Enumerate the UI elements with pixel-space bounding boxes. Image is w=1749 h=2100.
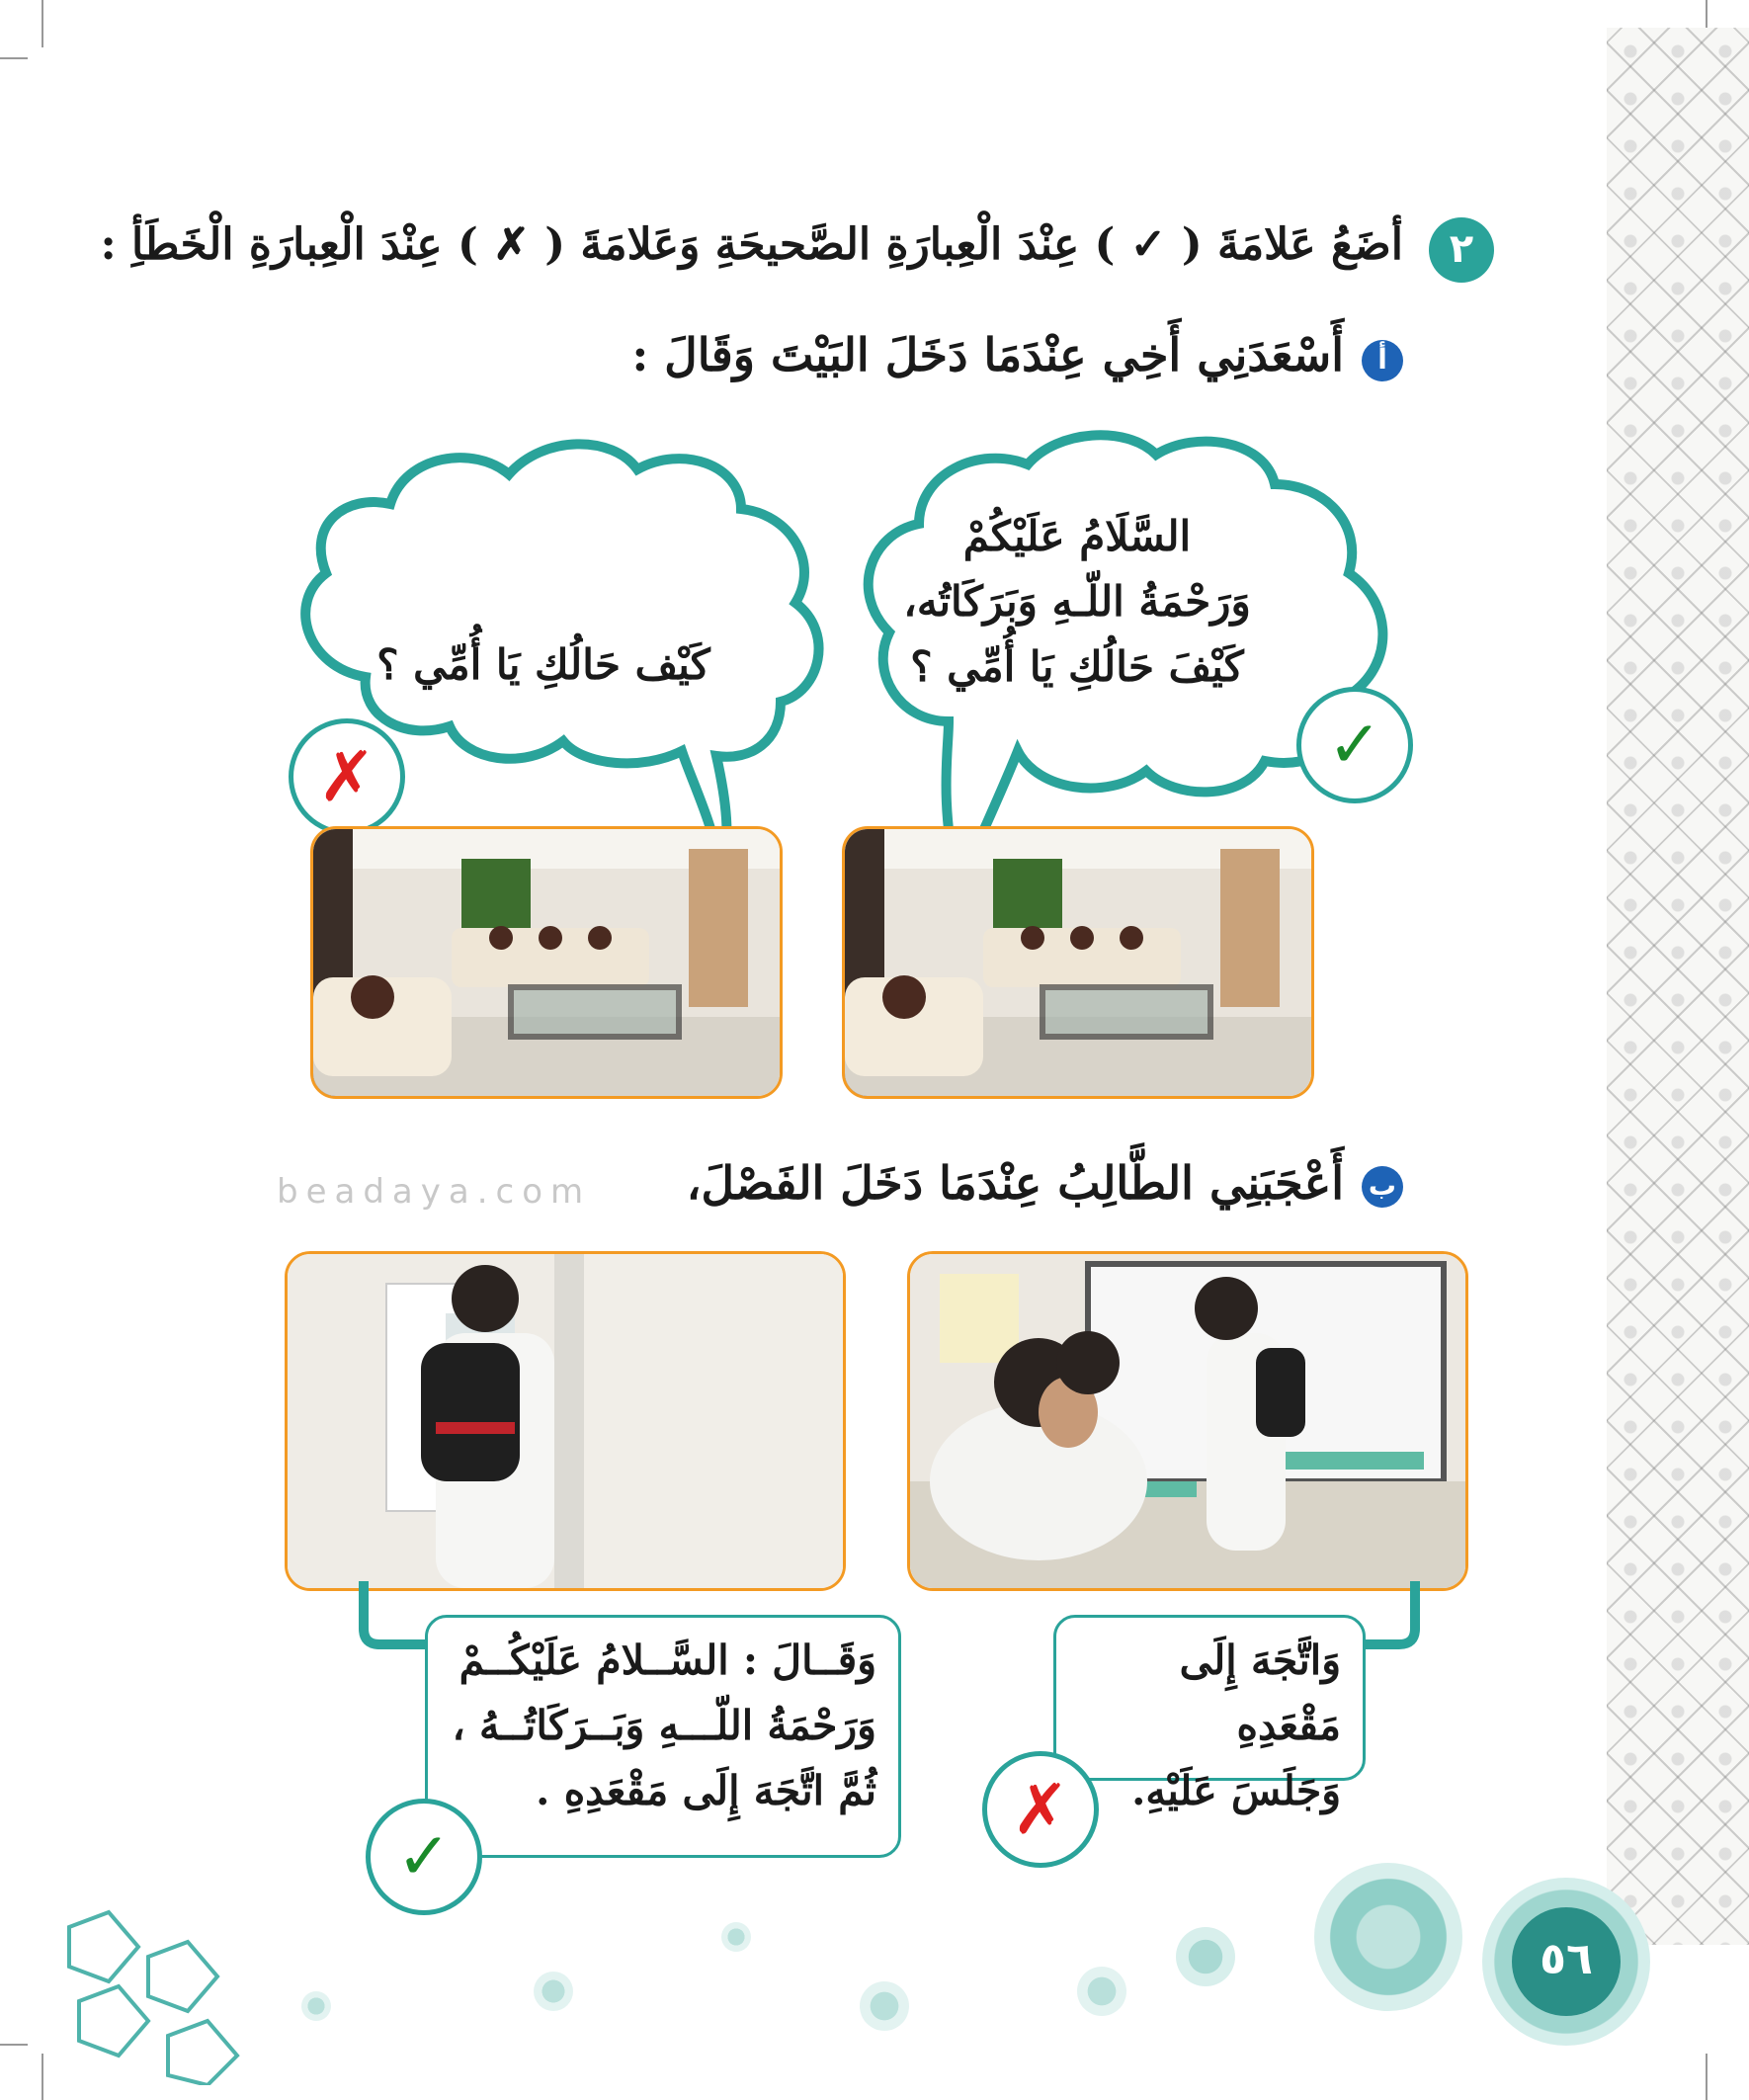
part-b-text: أَعْجَبَنِي الطَّالِبُ عِنْدَمَا دَخَلَ الفَصْلَ، <box>686 1156 1344 1210</box>
rosette-ornament <box>301 1991 331 2021</box>
wrong-bubble-text <box>356 632 731 698</box>
crop-mark <box>1706 2054 1707 2100</box>
crop-mark <box>0 2044 28 2046</box>
rosette-ornament <box>1314 1863 1462 2011</box>
check-icon: ✓ <box>396 1818 452 1894</box>
left-caption-line: ثُمَّ اتَّجَهَ إِلَى مَقْعَدِهِ . <box>536 1767 876 1814</box>
cross-icon: ✗ <box>317 736 376 817</box>
wrong-mark-circle-b[interactable] <box>982 1751 1099 1868</box>
part-a-letter: أ <box>1377 343 1387 376</box>
part-b-letter: ب <box>1368 1169 1397 1202</box>
rosette-ornament <box>534 1972 573 2011</box>
check-icon: ✓ <box>1327 707 1382 783</box>
geometric-ornament <box>49 1907 247 2085</box>
right-caption-line: وَجَلَسَ عَلَيْهِ. <box>1131 1767 1341 1814</box>
crop-mark <box>42 2054 43 2100</box>
correct-mark-circle-b[interactable] <box>366 1799 482 1915</box>
question-number-badge <box>1429 217 1494 283</box>
rosette-ornament <box>1176 1927 1235 1986</box>
correct-bubble-line: كَيْفَ حَالُكِ يَا أُمِّي ؟ <box>910 642 1244 691</box>
rosette-ornament <box>1077 1967 1126 2016</box>
part-b-badge <box>1362 1166 1403 1208</box>
right-caption <box>1053 1615 1366 1814</box>
page-number-badge <box>1512 1907 1621 2016</box>
crop-mark <box>0 57 28 59</box>
correct-mark-circle-a[interactable] <box>1296 687 1413 803</box>
left-caption <box>425 1615 901 1858</box>
rosette-ornament <box>860 1981 909 2031</box>
living-room-photo-right <box>842 826 1314 1099</box>
correct-bubble-line: وَرَحْمَةُ اللّـهِ وَبَرَكَاتُه، <box>903 577 1251 626</box>
crop-mark <box>42 0 43 47</box>
wrong-bubble-line: كَيْف حَالُكِ يَا أُمِّي ؟ <box>376 640 710 689</box>
living-room-photo-left <box>310 826 783 1099</box>
classroom-photo-left <box>285 1251 846 1591</box>
part-a-badge <box>1362 340 1403 381</box>
page-number: ٥٦ <box>1540 1934 1593 1984</box>
cross-icon: ✗ <box>1011 1769 1070 1850</box>
watermark-text: beadaya.com <box>277 1172 592 1212</box>
right-caption-line: وَاتَّجَهَ إِلَى مَقْعَدِهِ <box>1179 1637 1341 1749</box>
left-caption-line: وَرَحْمَةُ اللّـــهِ وَبَــرَكَاتُــهُ ، <box>452 1702 876 1749</box>
correct-bubble-line: السَّلَامُ عَلَيْكُمْ <box>962 512 1192 560</box>
question-number: ٢ <box>1449 226 1474 272</box>
left-caption-line: وَقَــالَ : السَّــلامُ عَلَيْكُــمْ <box>458 1637 876 1684</box>
wrong-mark-circle-a[interactable] <box>289 718 405 835</box>
part-a-text: أَسْعَدَنِي أَخِي عِنْدَمَا دَخَلَ البَيْتَ وَقَالَ : <box>631 328 1344 381</box>
decorative-pattern-strip <box>1607 28 1749 1945</box>
classroom-photo-right <box>907 1251 1468 1591</box>
correct-bubble-text <box>889 504 1265 700</box>
rosette-ornament <box>721 1922 751 1952</box>
question-text: أضَعُ عَلامَةَ ( ✓ ) عِنْدَ الْعِبارَةِ الصَّحيحَةِ وَعَلامَةَ ( ✗ ) عِنْدَ الْعِبارَةِ الْخَطَأِ : <box>100 219 1403 270</box>
